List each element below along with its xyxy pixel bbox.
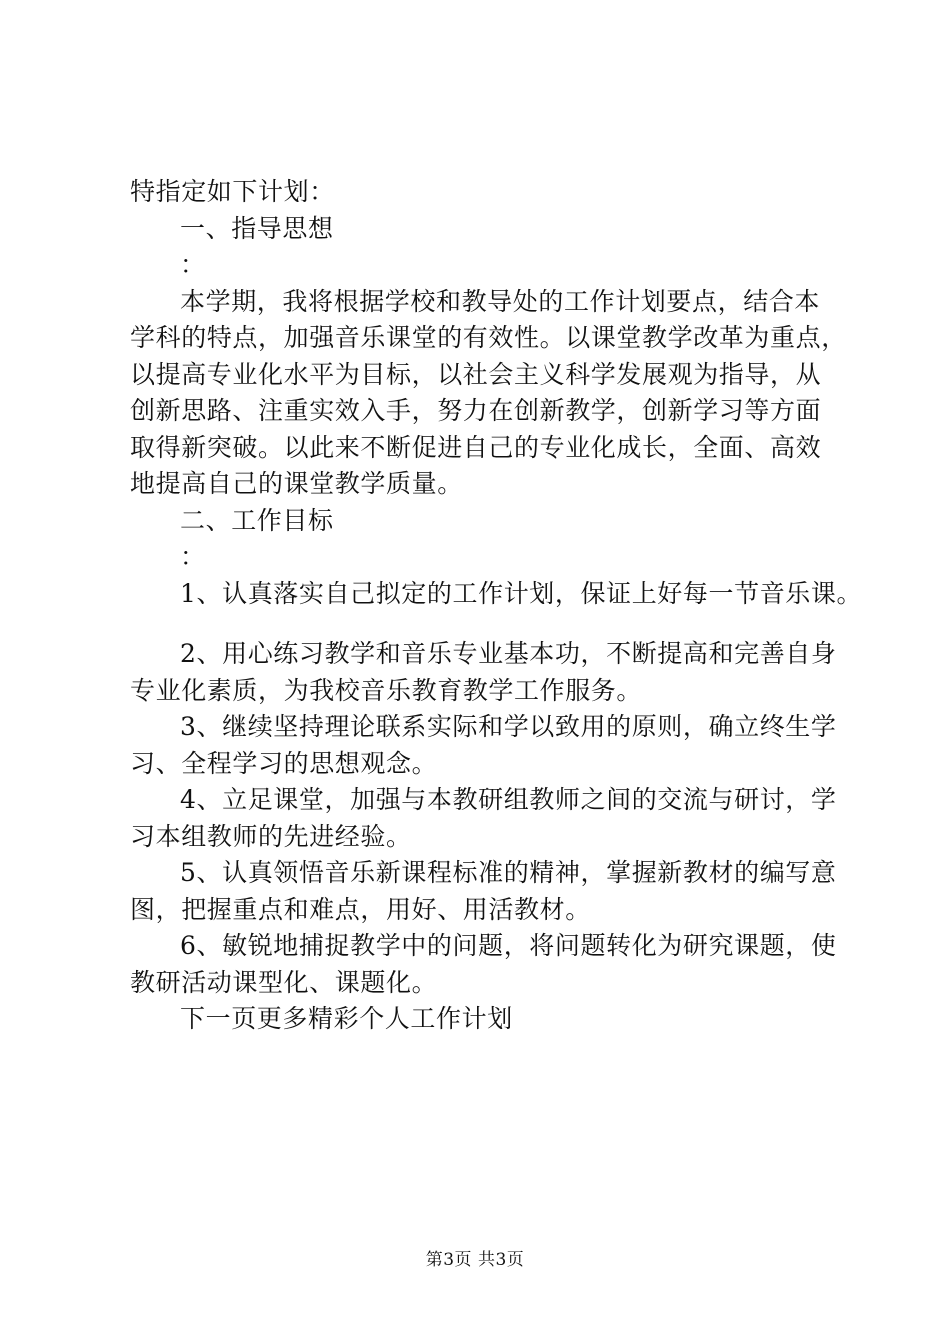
text-line: 本学期，我将根据学校和教导处的工作计划要点，结合本 <box>180 286 821 316</box>
text-line: 教研活动课型化、课题化。 <box>130 967 438 997</box>
text-line: 5、认真领悟音乐新课程标准的精神，掌握新教材的编写意 <box>180 858 837 887</box>
text-line: 专业化素质，为我校音乐教育教学工作服务。 <box>130 675 643 705</box>
text-line: 2、用心练习教学和音乐专业基本功，不断提高和完善自身 <box>180 639 837 668</box>
paragraph-gap <box>130 612 845 636</box>
text-line: 1、认真落实自己拟定的工作计划，保证上好每一节音乐课。 <box>180 578 863 608</box>
document-body <box>130 174 863 1038</box>
text-line: 特指定如下计划： <box>130 177 335 206</box>
text-line: 6、敏锐地捕捉教学中的问题，将问题转化为研究课题，使 <box>180 931 837 960</box>
text-line: 4、立足课堂，加强与本教研组教师之间的交流与研讨，学 <box>180 785 837 814</box>
text-line: ： <box>180 250 206 279</box>
text-line: 习、全程学习的思想观念。 <box>130 748 438 778</box>
section-heading-guiding-ideology: 一、指导思想 <box>180 213 334 243</box>
page-indicator: 第3页 共3页 <box>425 1250 525 1270</box>
text-line: 学科的特点，加强音乐课堂的有效性。以课堂教学改革为重点， <box>130 323 847 352</box>
text-line: 取得新突破。以此来不断促进自己的专业化成长，全面、高效 <box>130 432 822 462</box>
text-line: 以提高专业化水平为目标，以社会主义科学发展观为指导，从 <box>130 359 822 389</box>
next-page-note: 下一页更多精彩个人工作计划 <box>180 1004 513 1033</box>
text-line: 地提高自己的课堂教学质量。 <box>130 469 463 498</box>
page-footer <box>0 1245 950 1270</box>
text-line: 图，把握重点和难点，用好、用活教材。 <box>130 894 591 924</box>
text-line: ： <box>180 542 206 571</box>
text-line: 3、继续坚持理论联系实际和学以致用的原则，确立终生学 <box>180 712 837 741</box>
text-line: 习本组教师的先进经验。 <box>130 821 412 851</box>
section-heading-work-goals: 二、工作目标 <box>180 505 334 535</box>
text-line: 创新思路、注重实效入手，努力在创新教学，创新学习等方面 <box>130 396 822 425</box>
